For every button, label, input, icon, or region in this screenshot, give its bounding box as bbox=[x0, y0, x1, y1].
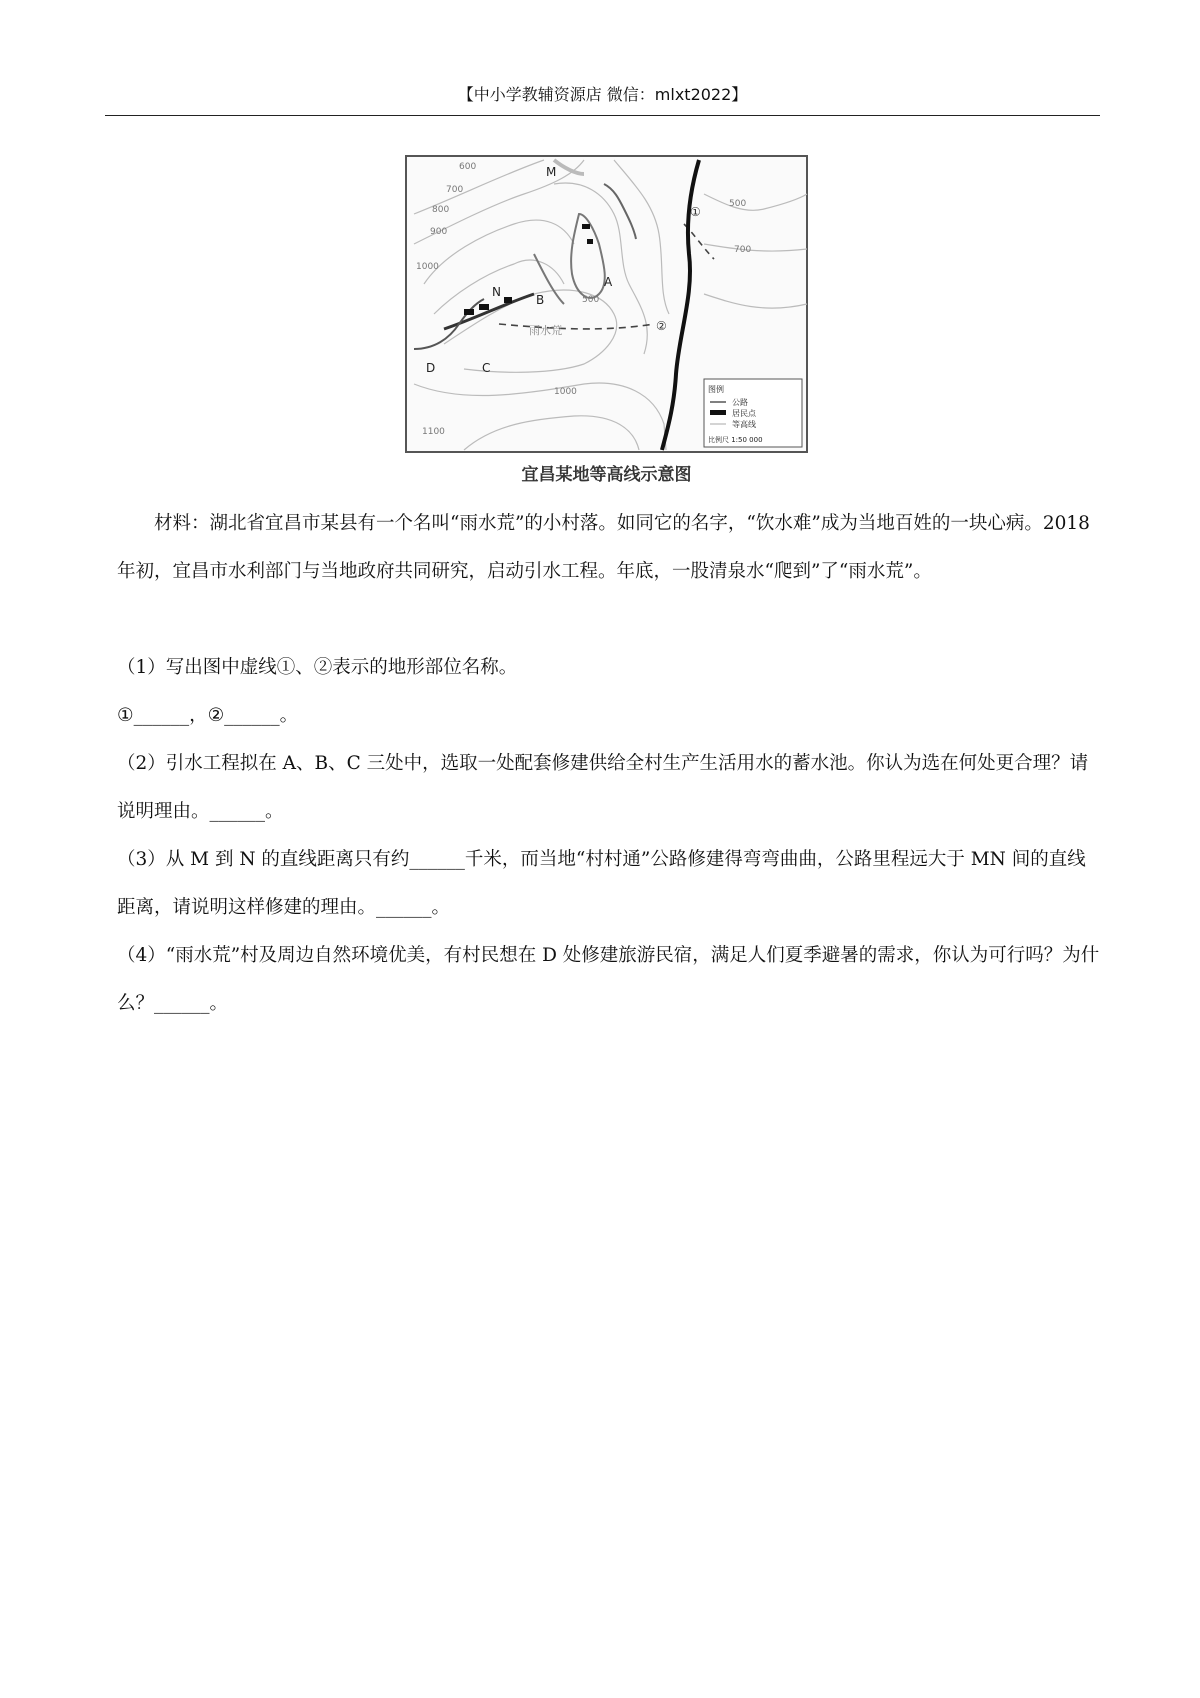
question-1-answer-blanks: ①______，②______。 bbox=[117, 705, 299, 726]
legend-scale: 比例尺 1:50 000 bbox=[708, 436, 763, 444]
dashed-line-label-1: ① bbox=[690, 205, 701, 219]
contour-label: 500 bbox=[729, 199, 747, 209]
village-label: 雨水荒 bbox=[529, 324, 562, 337]
label-D: D bbox=[426, 361, 436, 375]
label-N: N bbox=[492, 285, 501, 299]
question-1: （1）写出图中虚线①、②表示的地形部位名称。 bbox=[117, 657, 518, 678]
legend-road: 公路 bbox=[732, 398, 748, 407]
contour-map bbox=[404, 154, 809, 454]
legend-title: 图例 bbox=[708, 385, 724, 394]
page-header: 【中小学教辅资源店 微信：mlxt2022】 bbox=[457, 85, 748, 104]
contour-label: 1000 bbox=[416, 262, 439, 272]
question-4: （4）“雨水荒”村及周边自然环境优美，有村民想在 D 处修建旅游民宿，满足人们夏季避暑的需求，你认为可行吗？为什么？______。 bbox=[117, 945, 1100, 1014]
legend-contour: 等高线 bbox=[732, 420, 756, 429]
label-C: C bbox=[482, 361, 491, 375]
contour-label: 700 bbox=[734, 245, 752, 255]
label-A: A bbox=[604, 275, 613, 289]
legend-settlement: 居民点 bbox=[732, 409, 756, 418]
contour-label: 1000 bbox=[554, 387, 577, 397]
contour-label: 900 bbox=[430, 227, 448, 237]
contour-label: 800 bbox=[432, 205, 450, 215]
label-B: B bbox=[536, 293, 545, 307]
contour-label: 1100 bbox=[422, 427, 445, 437]
dashed-line-label-2: ② bbox=[656, 319, 667, 333]
map-legend bbox=[704, 379, 802, 447]
question-2: （2）引水工程拟在 A、B、C 三处中，选取一处配套修建供给全村生产生活用水的蓄水池。你认为选在何处更合理？请说明理由。______。 bbox=[117, 753, 1089, 822]
contour-label: 700 bbox=[446, 185, 464, 195]
label-M: M bbox=[546, 165, 557, 179]
material-paragraph: 材料：湖北省宜昌市某县有一个名叫“雨水荒”的小村落。如同它的名字，“饮水难”成为当地百姓的一块心病。2018 年初，宜昌市水利部门与当地政府共同研究，启动引水工程。年底，一股清泉水“爬到”了“雨水荒”。 bbox=[117, 513, 1090, 582]
contour-label: 600 bbox=[459, 162, 477, 172]
contour-label: 500 bbox=[582, 295, 600, 305]
figure-caption: 宜昌某地等高线示意图 bbox=[521, 465, 692, 485]
header-rule bbox=[105, 115, 1100, 116]
question-3: （3）从 M 到 N 的直线距离只有约______千米，而当地“村村通”公路修建得弯弯曲曲，公路里程远大于 MN 间的直线距离，请说明这样修建的理由。______。 bbox=[117, 849, 1086, 918]
